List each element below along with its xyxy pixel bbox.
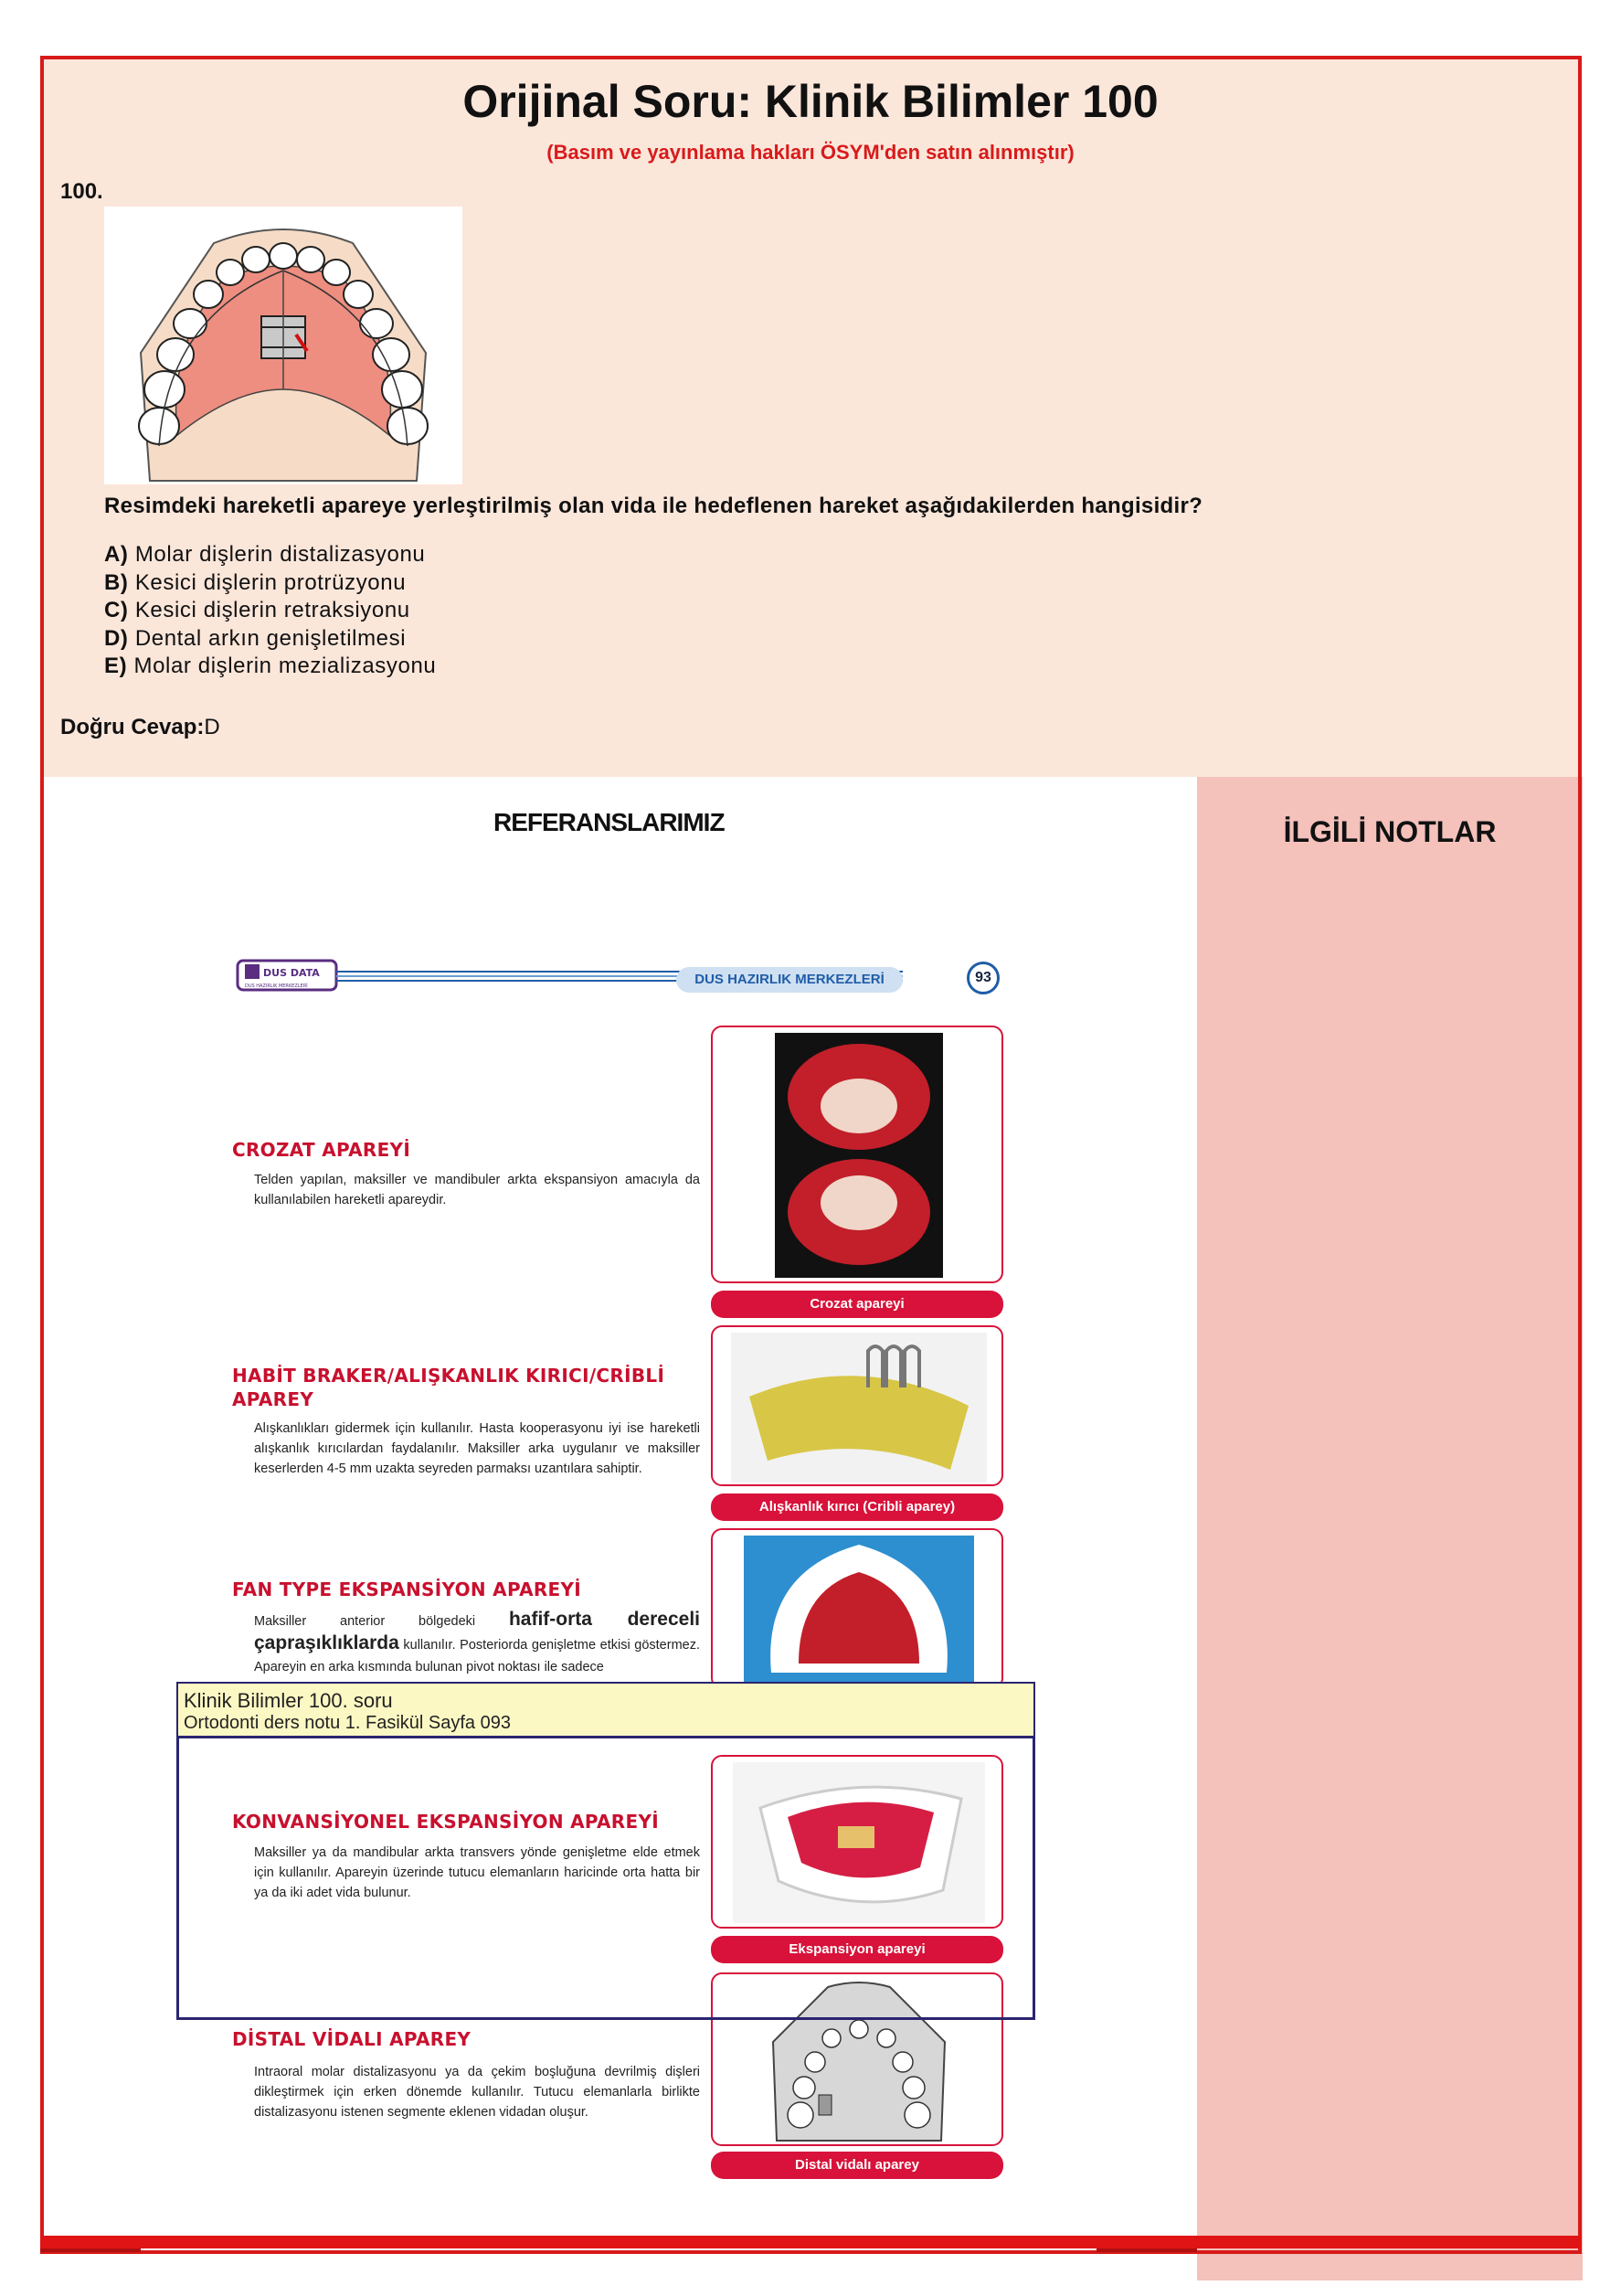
- section-title: DİSTAL VİDALI APAREY: [232, 2028, 471, 2050]
- logo-subtext: DUS HAZIRLIK MERKEZLERİ: [245, 983, 308, 989]
- crozat-image-card: [711, 1026, 1003, 1283]
- section-text-part: kullanılır. Posteriorda genişletme etkisi göstermez. Apareyin en arka kısmında bulunan pivot noktası ile sadece: [254, 1638, 700, 1674]
- expansion-appliance-illustration: [104, 207, 462, 484]
- question-image: [104, 207, 462, 484]
- bottom-red-bar: [40, 2236, 1582, 2248]
- option-text: Molar dişlerin mezializasyonu: [133, 654, 437, 678]
- section-text: Telden yapılan, maksiller ve mandibuler arkta ekspansiyon amacıyla da kullanılabilen hareketli apareydir.: [254, 1173, 700, 1207]
- option-b: [104, 569, 436, 598]
- option-letter: B): [104, 569, 129, 595]
- section-title: FAN TYPE EKSPANSİYON APAREYİ: [232, 1578, 582, 1600]
- question-stem: Resimdeki hareketli apareye yerleştirilmiş olan vida ile hedeflenen hareket aşağıdakilerden hangisidir?: [104, 494, 1203, 518]
- header-pill: DUS HAZIRLIK MERKEZLERİ: [676, 967, 903, 993]
- reference-label-line2: Ortodonti ders notu 1. Fasikül Sayfa 093: [184, 1713, 511, 1733]
- answer-label: Doğru Cevap:: [60, 715, 205, 739]
- reference-label-line1: Klinik Bilimler 100. soru: [184, 1689, 393, 1712]
- option-d: [104, 625, 436, 654]
- answer-value: D: [204, 715, 220, 739]
- section-title: HABİT BRAKER/ALIŞKANLIK KIRICI/CRİBLİ APAREY: [232, 1365, 665, 1410]
- option-text: Kesici dişlerin protrüzyonu: [134, 569, 407, 595]
- expansion-caption: Ekspansiyon apareyi: [711, 1936, 1003, 1963]
- section-title: CROZAT APAREYİ: [232, 1139, 411, 1161]
- section-text-highlight: çapraşıklıklarda: [254, 1632, 399, 1653]
- dusdata-logo-icon: [236, 959, 338, 992]
- option-letter: C): [104, 598, 129, 622]
- bottom-stub-right: [1097, 2248, 1197, 2252]
- option-text: Molar dişlerin distalizasyonu: [134, 542, 426, 567]
- section-text-highlight: hafif-orta dereceli: [508, 1609, 700, 1630]
- section-text: [254, 1609, 700, 1678]
- habit-breaker-photo: [731, 1333, 987, 1483]
- crozat-photo: [775, 1033, 943, 1278]
- habit-breaker-caption: Alışkanlık kırıcı (Cribli aparey): [711, 1493, 1003, 1521]
- fan-type-photo: [744, 1536, 974, 1685]
- distal-screw-caption: Distal vidalı aparey: [711, 2152, 1003, 2179]
- option-letter: E): [104, 654, 128, 678]
- option-a: [104, 541, 436, 569]
- page-number: 93: [967, 962, 1000, 994]
- habit-breaker-image-card: [711, 1325, 1003, 1486]
- logo-text: DUS DATA: [263, 967, 320, 979]
- page-title: Orijinal Soru: Klinik Bilimler 100: [462, 76, 1159, 127]
- copyright-subtitle: (Basım ve yayınlama hakları ÖSYM'den satın alınmıştır): [546, 141, 1075, 164]
- option-letter: D): [104, 625, 129, 651]
- section-text: Intraoral molar distalizasyonu ya da çekim boşluğuna devrilmiş dişleri dikleştirmek için erken dönemde kullanılır. Tutucu elemanlarla birlikte distalizasyonu istenen segmente eklenen vidadan oluşur.: [254, 2065, 700, 2120]
- bottom-stub-left: [40, 2248, 141, 2252]
- question-number: 100.: [60, 179, 103, 204]
- crozat-caption: Crozat apareyi: [711, 1291, 1003, 1318]
- option-e: [104, 653, 436, 681]
- option-text: Dental arkın genişletilmesi: [134, 625, 407, 651]
- fan-type-image-card: [711, 1528, 1003, 1689]
- option-letter: A): [104, 542, 129, 567]
- section-text-part: Maksiller anterior bölgedeki: [254, 1614, 476, 1629]
- references-title: REFERANSLARIMIZ: [493, 808, 725, 836]
- correct-answer: [60, 715, 220, 740]
- reference-label: [178, 1684, 1033, 1738]
- notes-title: İLGİLİ NOTLAR: [1283, 815, 1497, 848]
- section-title: KONVANSİYONEL EKSPANSİYON APAREYİ: [232, 1811, 659, 1833]
- section-text: Alışkanlıkları gidermek için kullanılır. Hasta kooperasyonu iyi ise hareketli alışkanlık kırıcılardan faydalanılır. Maksiller arka uygulanır ve maksiller keserlerden 4-5 mm uzakta seyreden parmaksı uzantılara sahiptir.: [254, 1421, 700, 1476]
- answer-options: [104, 541, 436, 681]
- option-text: Kesici dişlerin retraksiyonu: [134, 598, 410, 622]
- option-c: [104, 597, 436, 625]
- dusdata-logo: [236, 959, 338, 992]
- section-text: Maksiller ya da mandibular arkta transvers yönde genişletme elde etmek için kullanılır. Apareyin üzerinde tutucu elemanların haricinde orta hatta bir ya da iki adet vida bulunur.: [254, 1845, 700, 1900]
